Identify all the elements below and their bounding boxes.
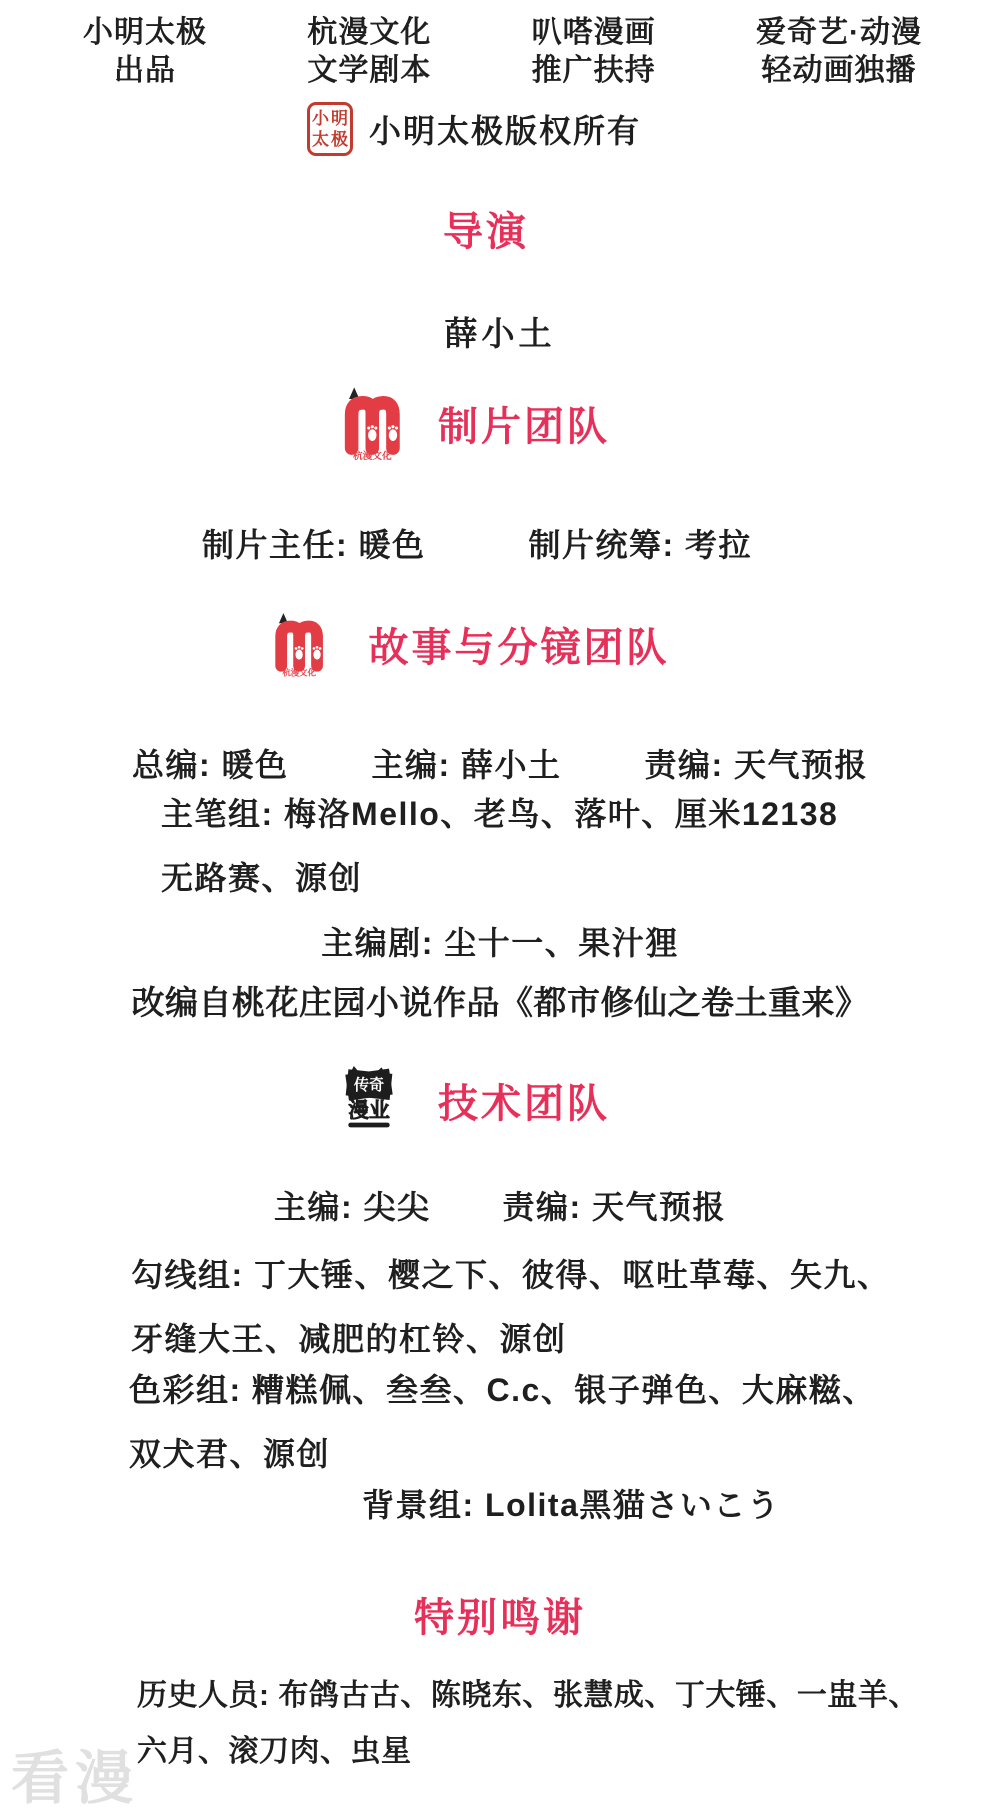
copyright-row	[0, 102, 974, 156]
publisher-column-xiaomingtaiji	[83, 14, 207, 90]
section-head-production	[0, 386, 975, 461]
color-group-line: 色彩组: 糟糕佩、叁叁、C.c、银子弹色、大麻糍、	[129, 1372, 876, 1408]
pen-group-line: 主笔组: 梅洛Mello、老鸟、落叶、厘米12138	[161, 796, 839, 832]
story-editors-row	[0, 740, 1000, 786]
section-title-director: 导演	[443, 210, 529, 254]
color-group-line: 双犬君、源创	[129, 1436, 331, 1472]
publisher-header	[0, 14, 1000, 90]
section-title-thanks: 特别鸣谢	[414, 1596, 586, 1640]
thanks-line: 历史人员: 布鸽古古、陈晓东、张慧成、丁大锤、一盅羊、	[137, 1679, 919, 1712]
publisher-name: 爱奇艺·动漫	[755, 16, 922, 49]
thanks-credits	[0, 1668, 1000, 1780]
role-production-director: 制片主任: 暖色	[201, 527, 426, 563]
xiaoming-taiji-seal-icon	[307, 102, 353, 156]
outline-group-line: 牙缝大王、减肥的杠铃、源创	[131, 1321, 567, 1357]
logo-microtext-bar	[348, 1123, 389, 1128]
publisher-role: 文学剧本	[307, 54, 432, 87]
outline-group-credits	[0, 1243, 1000, 1371]
hangman-culture-logo-icon	[271, 612, 325, 677]
role-responsible-editor: 责编: 天气预报	[644, 747, 868, 783]
publisher-role: 出品	[114, 54, 176, 87]
cat-paws-icon	[367, 425, 398, 441]
publisher-role: 轻动画独播	[761, 54, 917, 87]
publisher-name: 叭嗒漫画	[531, 16, 656, 49]
thanks-line: 六月、滚刀肉、虫星	[137, 1735, 412, 1768]
seal-char: 极	[330, 130, 348, 149]
section-title-story: 故事与分镜团队	[368, 626, 670, 670]
seal-char: 小	[311, 109, 329, 128]
pen-group-credits	[0, 782, 1000, 910]
tech-editors-row	[0, 1182, 1000, 1228]
adaptation-note: 改编自桃花庄园小说作品《都市修仙之卷土重来》	[131, 984, 869, 1021]
seal-char: 明	[330, 109, 348, 128]
cat-paws-icon	[294, 646, 321, 660]
logo-caption: 杭漫文化	[281, 667, 316, 677]
outline-group-line: 勾线组: 丁大锤、樱之下、彼得、呕吐草莓、矢九、	[131, 1257, 891, 1293]
publisher-name: 小明太极	[83, 16, 207, 49]
section-head-tech	[0, 1066, 975, 1135]
role-responsible-editor: 责编: 天气预报	[502, 1189, 727, 1225]
section-title-production: 制片团队	[438, 405, 610, 449]
publisher-name: 杭漫文化	[307, 16, 432, 49]
publisher-column-bada	[532, 14, 656, 90]
color-group-credits	[0, 1358, 1000, 1486]
logo-caption: 杭漫文化	[352, 451, 392, 461]
role-main-editor: 主编: 薛小土	[371, 747, 562, 783]
kanman-watermark: 看漫	[11, 1746, 140, 1808]
screenwriters-credit: 主编剧: 尘十一、果汁狸	[321, 925, 679, 961]
hangman-culture-logo-icon	[340, 386, 402, 461]
publisher-role: 推广扶持	[531, 54, 656, 87]
copyright-text: 小明太极版权所有	[368, 113, 641, 149]
publisher-column-iqiyi	[756, 14, 922, 90]
publisher-column-hangman	[307, 14, 431, 90]
director-name: 薛小土	[444, 315, 556, 352]
section-head-story	[0, 612, 970, 677]
section-title-tech: 技术团队	[438, 1082, 610, 1126]
background-group-credit: 背景组: Lolita黑猫さいこう	[362, 1487, 781, 1523]
role-chief-editor: 总编: 暖色	[132, 747, 289, 783]
chuanqi-manye-logo-icon	[340, 1066, 398, 1135]
seal-char: 太	[311, 130, 329, 149]
pen-group-line: 无路赛、源创	[161, 860, 363, 896]
production-roles-row	[0, 520, 977, 566]
role-production-coordinator: 制片统筹: 考拉	[528, 527, 753, 563]
logo-bottom-text: 漫业	[348, 1099, 390, 1123]
role-main-editor: 主编: 尖尖	[273, 1189, 431, 1225]
logo-top-text: 传奇	[353, 1077, 385, 1095]
